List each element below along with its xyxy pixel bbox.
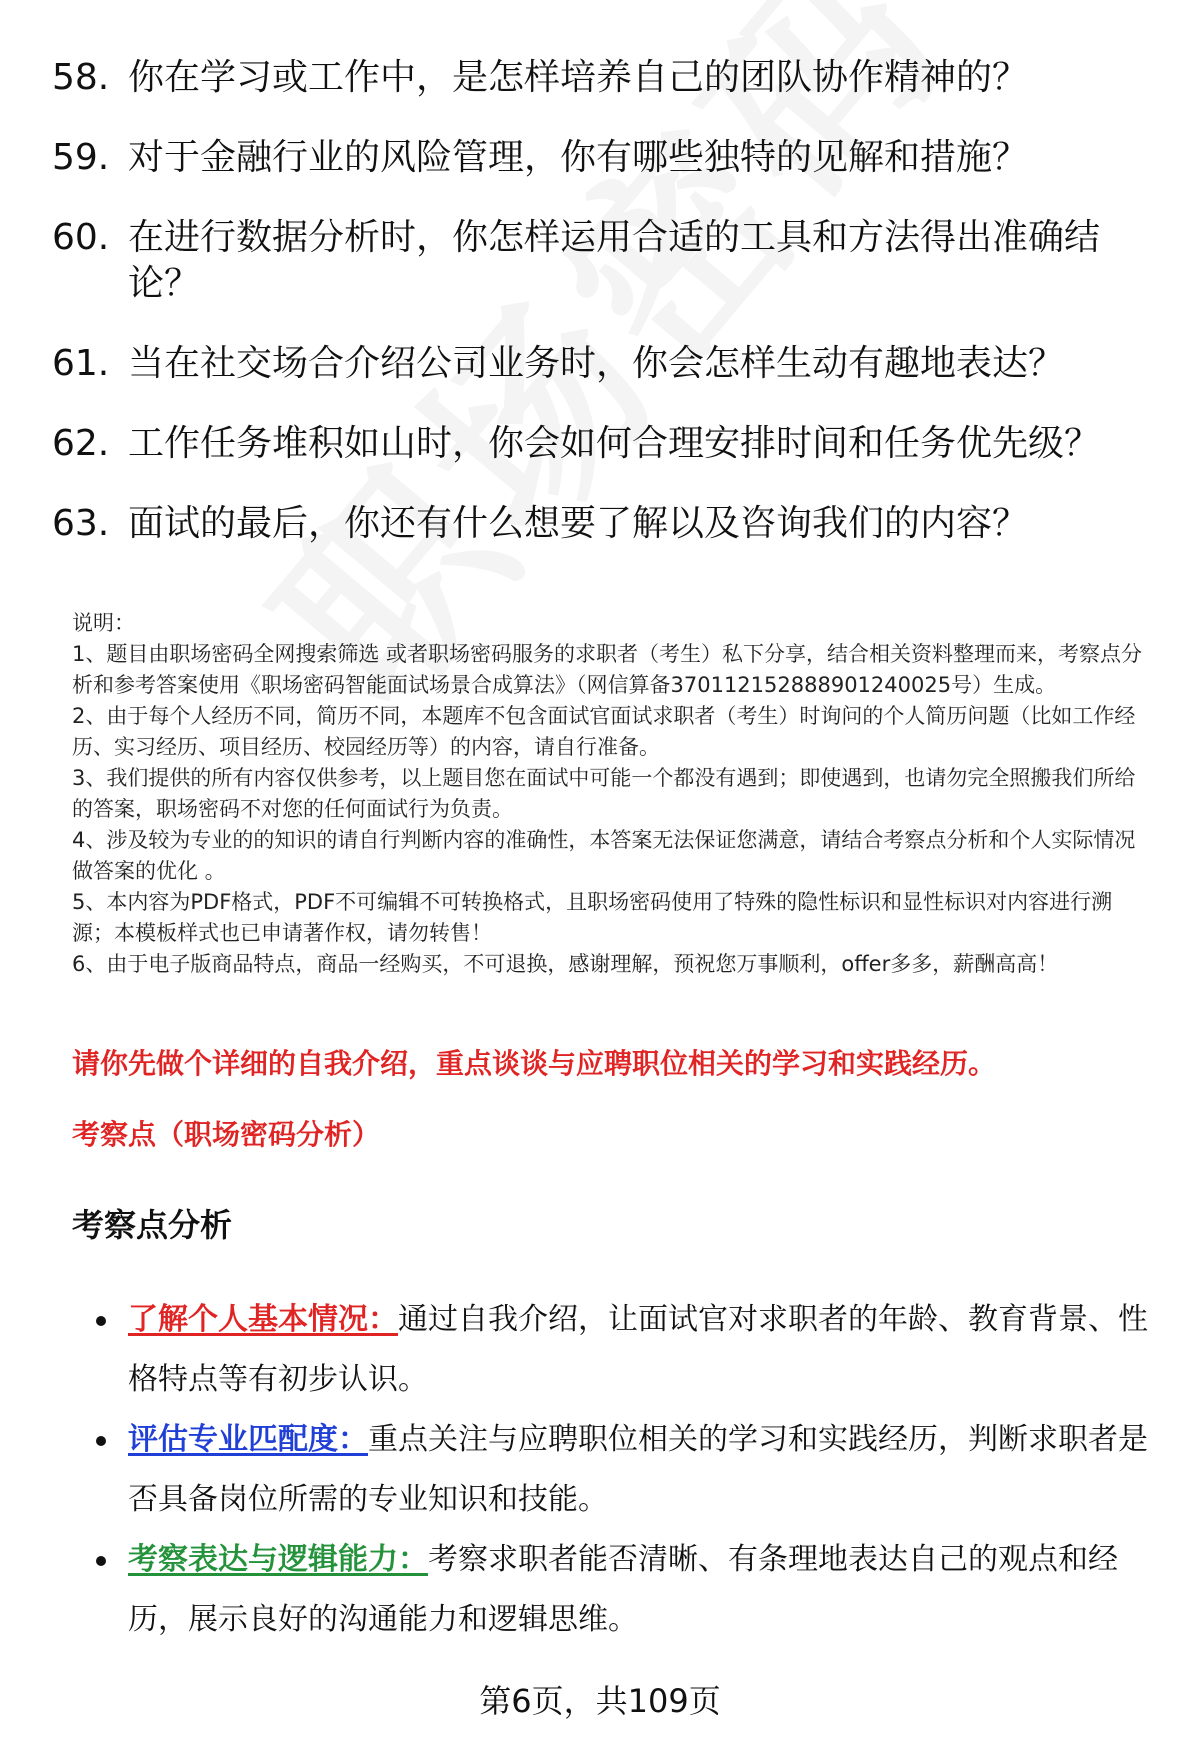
note-item: 1、题目由职场密码全网搜索筛选 或者职场密码服务的求职者（考生）私下分享，结合相关资料整理而来，考察点分析和参考答案使用《职场密码智能面试场景合成算法》（网信算备370112152888901240025号）生成。: [72, 642, 1143, 697]
bullet-dot-icon: [96, 1436, 106, 1446]
note-item: 6、由于电子版商品特点，商品一经购买，不可退换，感谢理解，预祝您万事顺利，offer多多，薪酬高高！: [72, 952, 1059, 976]
notes-title: 说明：: [72, 611, 135, 635]
question-item: [52, 501, 1152, 547]
question-text: 在进行数据分析时，你怎样运用合适的工具和方法得出准确结论？: [128, 217, 1101, 304]
analysis-bullet-list: [96, 1290, 1156, 1650]
section-title: 考察点分析: [72, 1206, 233, 1244]
bullet-keyword: 评估专业匹配度：: [128, 1422, 368, 1457]
analysis-bullet: [96, 1530, 1156, 1650]
note-item: 2、由于每个人经历不同，简历不同，本题库不包含面试官面试求职者（考生）时询问的个人简历问题（比如工作经历、实习经历、项目经历、校园经历等）的内容，请自行准备。: [72, 704, 1136, 759]
bullet-text: 通过自我介绍，让面试官对求职者的年龄、教育背景、性格特点等有初步认识。: [128, 1302, 1148, 1397]
question-number: 59.: [52, 137, 110, 178]
question-item: [52, 341, 1152, 387]
bullet-dot-icon: [96, 1316, 106, 1326]
analysis-subheading: 考察点（职场密码分析）: [72, 1118, 381, 1151]
note-item: 5、本内容为PDF格式，PDF不可编辑不可转换格式，且职场密码使用了特殊的隐性标识和显性标识对内容进行溯源；本模板样式也已申请著作权，请勿转售！: [72, 890, 1113, 945]
bullet-keyword: 考察表达与逻辑能力：: [128, 1542, 428, 1577]
question-item: [52, 55, 1152, 101]
question-number: 63.: [52, 503, 110, 544]
question-text: 你在学习或工作中，是怎样培养自己的团队协作精神的？: [128, 57, 1029, 98]
bullet-keyword: 了解个人基本情况：: [128, 1302, 398, 1337]
notes-section: [72, 608, 1152, 980]
question-text: 面试的最后，你还有什么想要了解以及咨询我们的内容？: [128, 503, 1029, 544]
question-number: 61.: [52, 343, 110, 384]
note-item: 3、我们提供的所有内容仅供参考，以上题目您在面试中可能一个都没有遇到；即使遇到，也请勿完全照搬我们所给的答案，职场密码不对您的任何面试行为负责。: [72, 766, 1136, 821]
analysis-bullet: [96, 1410, 1156, 1530]
page-number-footer: 第6页，共109页: [479, 1682, 721, 1720]
question-item: [52, 421, 1152, 467]
analysis-bullet: [96, 1290, 1156, 1410]
bullet-dot-icon: [96, 1556, 106, 1566]
question-text: 当在社交场合介绍公司业务时，你会怎样生动有趣地表达？: [128, 343, 1065, 384]
note-item: 4、涉及较为专业的的知识的请自行判断内容的准确性，本答案无法保证您满意，请结合考察点分析和个人实际情况做答案的优化 。: [72, 828, 1136, 883]
question-list: [52, 55, 1152, 581]
question-number: 62.: [52, 423, 110, 464]
bullet-text: 考察求职者能否清晰、有条理地表达自己的观点和经历，展示良好的沟通能力和逻辑思维。: [128, 1542, 1118, 1637]
interview-question-headline: 请你先做个详细的自我介绍，重点谈谈与应聘职位相关的学习和实践经历。: [72, 1047, 997, 1080]
question-text: 对于金融行业的风险管理，你有哪些独特的见解和措施？: [128, 137, 1029, 178]
question-number: 58.: [52, 57, 110, 98]
question-item: [52, 215, 1152, 307]
question-number: 60.: [52, 217, 110, 258]
question-text: 工作任务堆积如山时，你会如何合理安排时间和任务优先级？: [128, 423, 1101, 464]
question-item: [52, 135, 1152, 181]
bullet-text: 重点关注与应聘职位相关的学习和实践经历，判断求职者是否具备岗位所需的专业知识和技能。: [128, 1422, 1148, 1517]
